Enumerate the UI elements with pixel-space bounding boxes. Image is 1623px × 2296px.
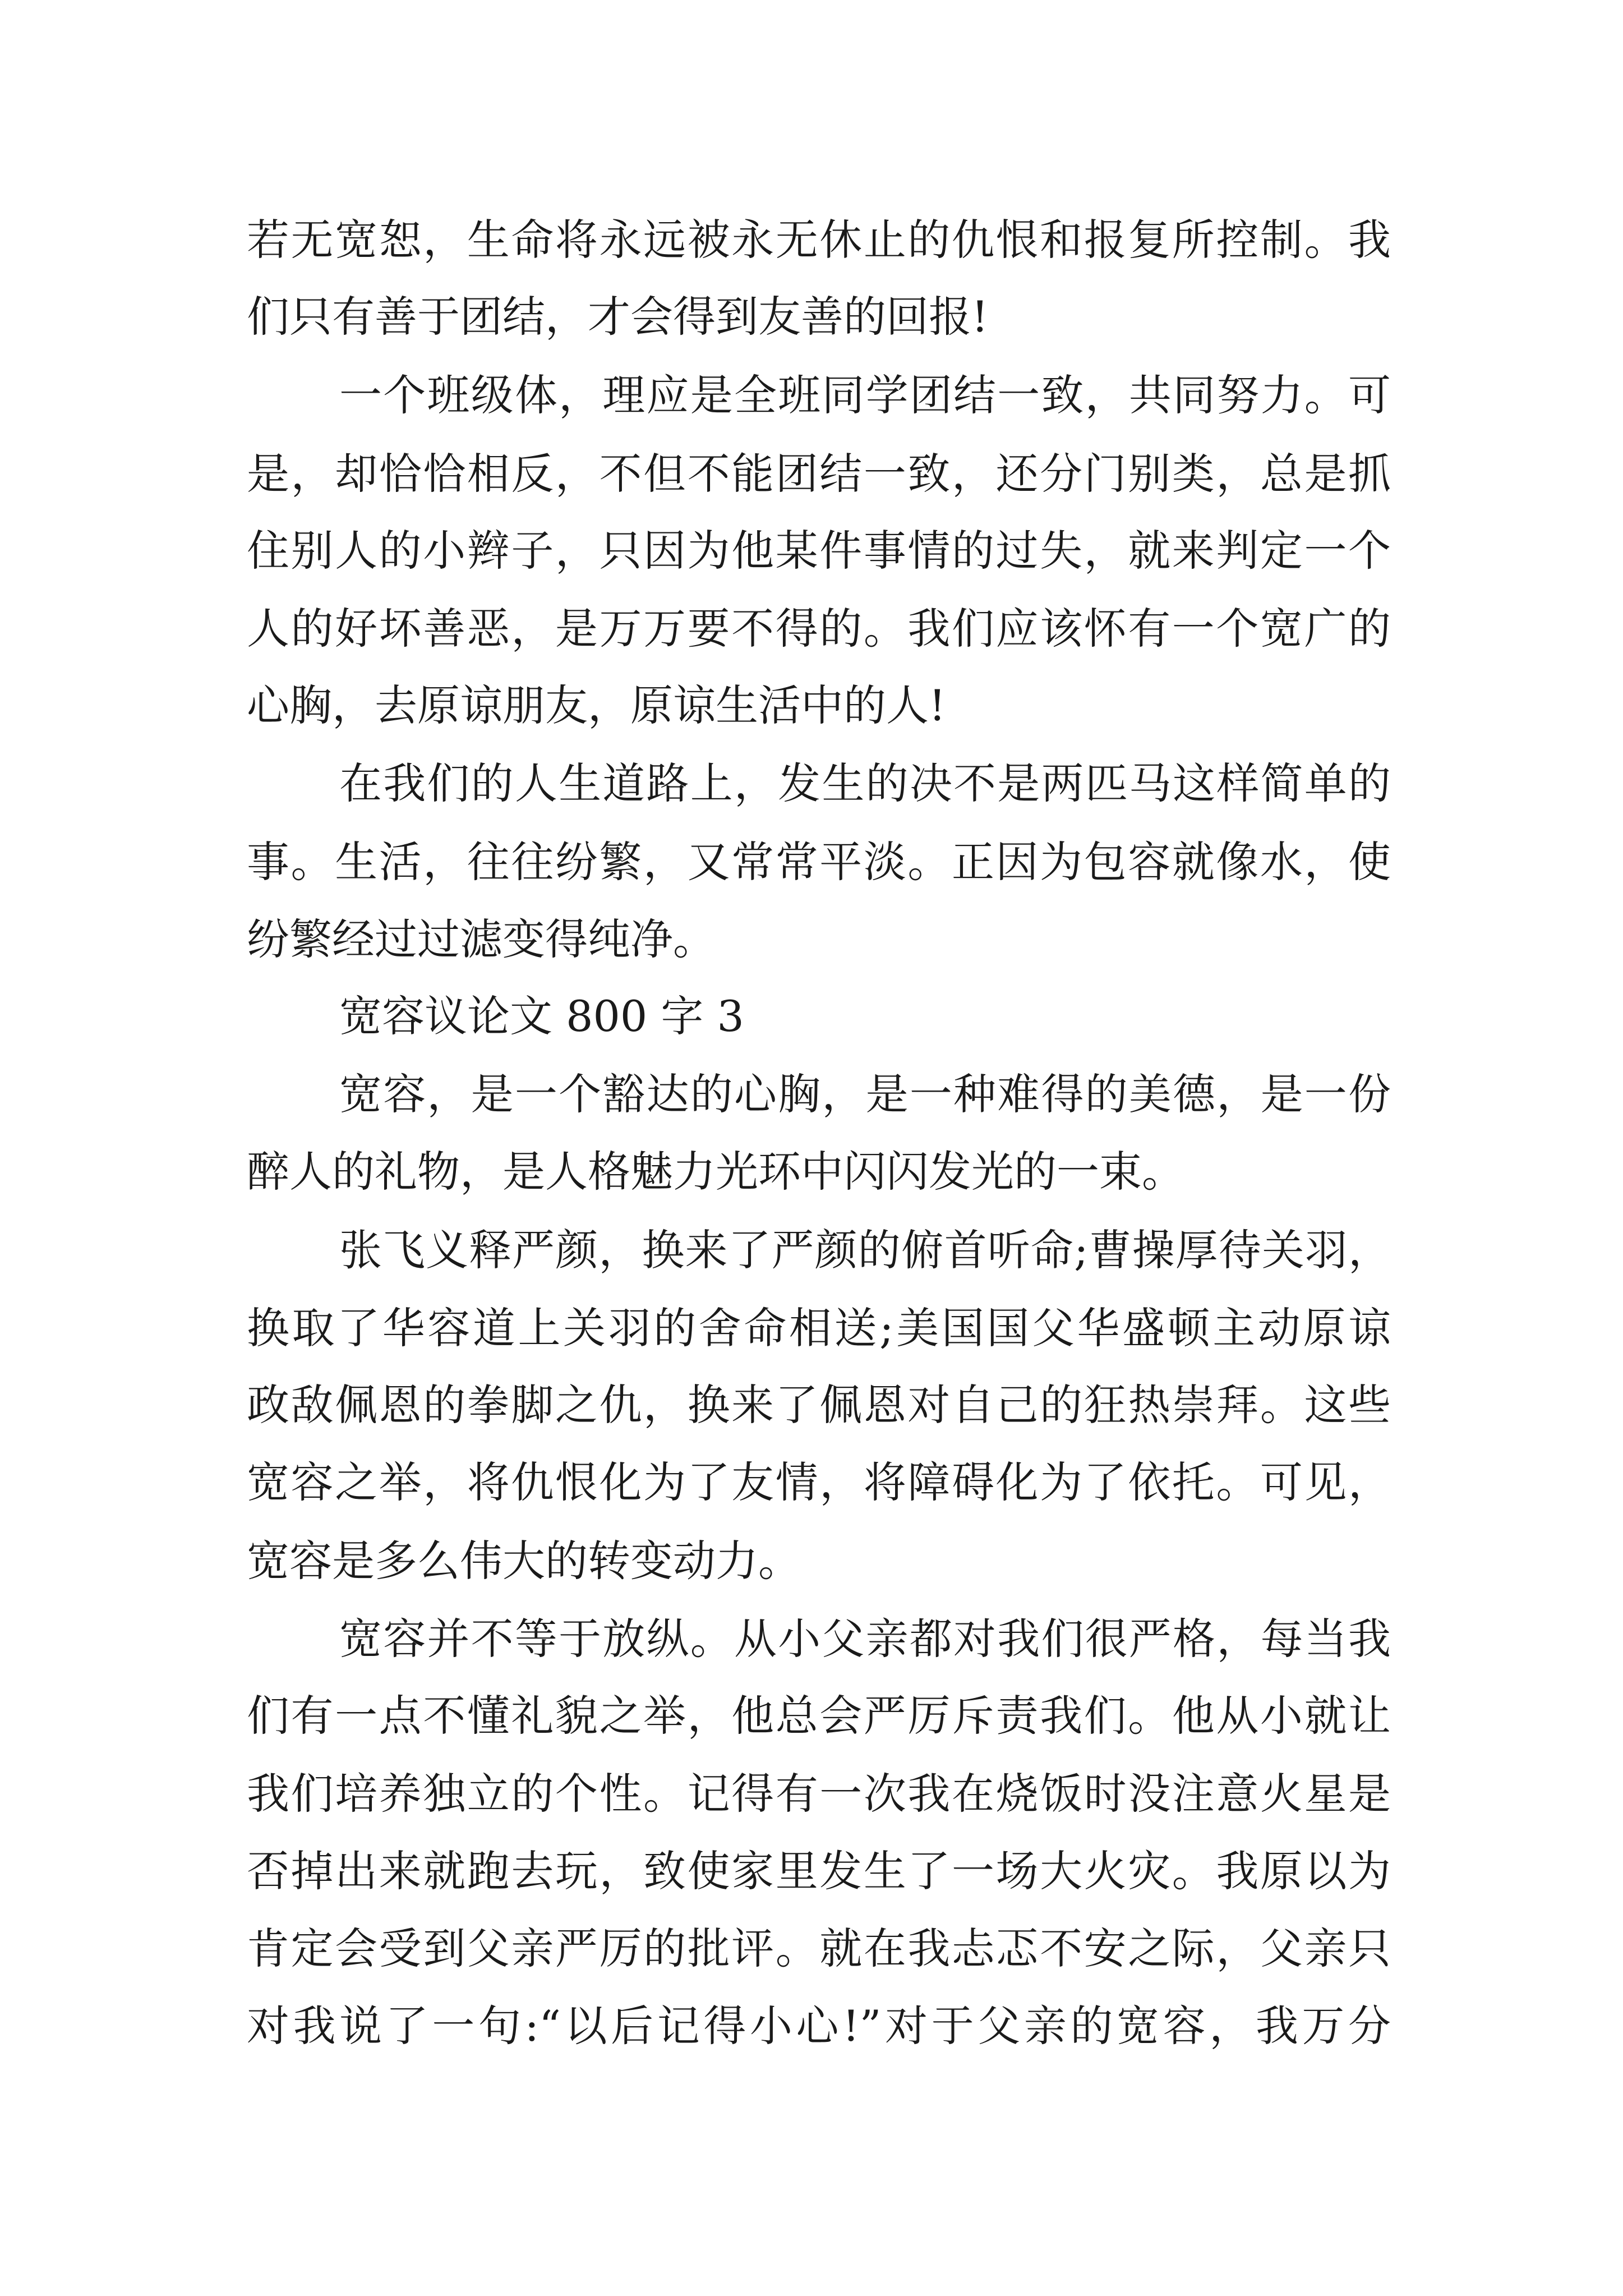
text-line: 换取了华容道上关羽的舍命相送;美国国父华盛顿主动原谅 (247, 1303, 1391, 1353)
text-line: 醉人的礼物，是人格魅力光环中闪闪发光的一束。 (247, 1147, 1184, 1197)
text-line: 事。生活，往往纷繁，又常常平淡。正因为包容就像水，使 (247, 837, 1391, 887)
text-line: 人的好坏善恶，是万万要不得的。我们应该怀有一个宽广的 (247, 604, 1391, 654)
text-line: 纷繁经过过滤变得纯净。 (247, 914, 716, 964)
text-line: 心胸，去原谅朋友，原谅生活中的人! (247, 680, 946, 730)
text-line: 住别人的小辫子，只因为他某件事情的过失，就来判定一个 (247, 526, 1391, 576)
text-line: 是，却恰恰相反，不但不能团结一致，还分门别类，总是抓 (247, 449, 1391, 499)
text-line: 们只有善于团结，才会得到友善的回报! (247, 292, 989, 342)
text-line: 对我说了一句:“以后记得小心!”对于父亲的宽容，我万分 (247, 2001, 1391, 2051)
text-line: 我们培养独立的个性。记得有一次我在烧饭时没注意火星是 (247, 1769, 1391, 1819)
text-line: 否掉出来就跑去玩，致使家里发生了一场大火灾。我原以为 (247, 1846, 1391, 1896)
text-line: 一个班级体，理应是全班同学团结一致，共同努力。可 (339, 370, 1391, 420)
text-line: 政敌佩恩的拳脚之仇，换来了佩恩对自己的狂热崇拜。这些 (247, 1380, 1391, 1430)
text-line: 们有一点不懂礼貌之举，他总会严厉斥责我们。他从小就让 (247, 1691, 1391, 1741)
text-line: 宽容之举，将仇恨化为了友情，将障碍化为了依托。可见， (247, 1457, 1391, 1507)
text-line: 肯定会受到父亲严厉的批评。就在我忐忑不安之际，父亲只 (247, 1924, 1391, 1973)
text-line: 宽容是多么伟大的转变动力。 (247, 1536, 801, 1586)
text-line: 宽容并不等于放纵。从小父亲都对我们很严格，每当我 (339, 1614, 1391, 1664)
text-line: 若无宽恕，生命将永远被永无休止的仇恨和报复所控制。我 (247, 215, 1391, 265)
section-heading: 宽容议论文 800 字 3 (339, 991, 744, 1041)
text-line: 宽容，是一个豁达的心胸，是一种难得的美德，是一份 (339, 1069, 1391, 1119)
text-line: 在我们的人生道路上，发生的决不是两匹马这样简单的 (339, 758, 1391, 808)
text-line: 张飞义释严颜，换来了严颜的俯首听命;曹操厚待关羽， (339, 1225, 1391, 1275)
